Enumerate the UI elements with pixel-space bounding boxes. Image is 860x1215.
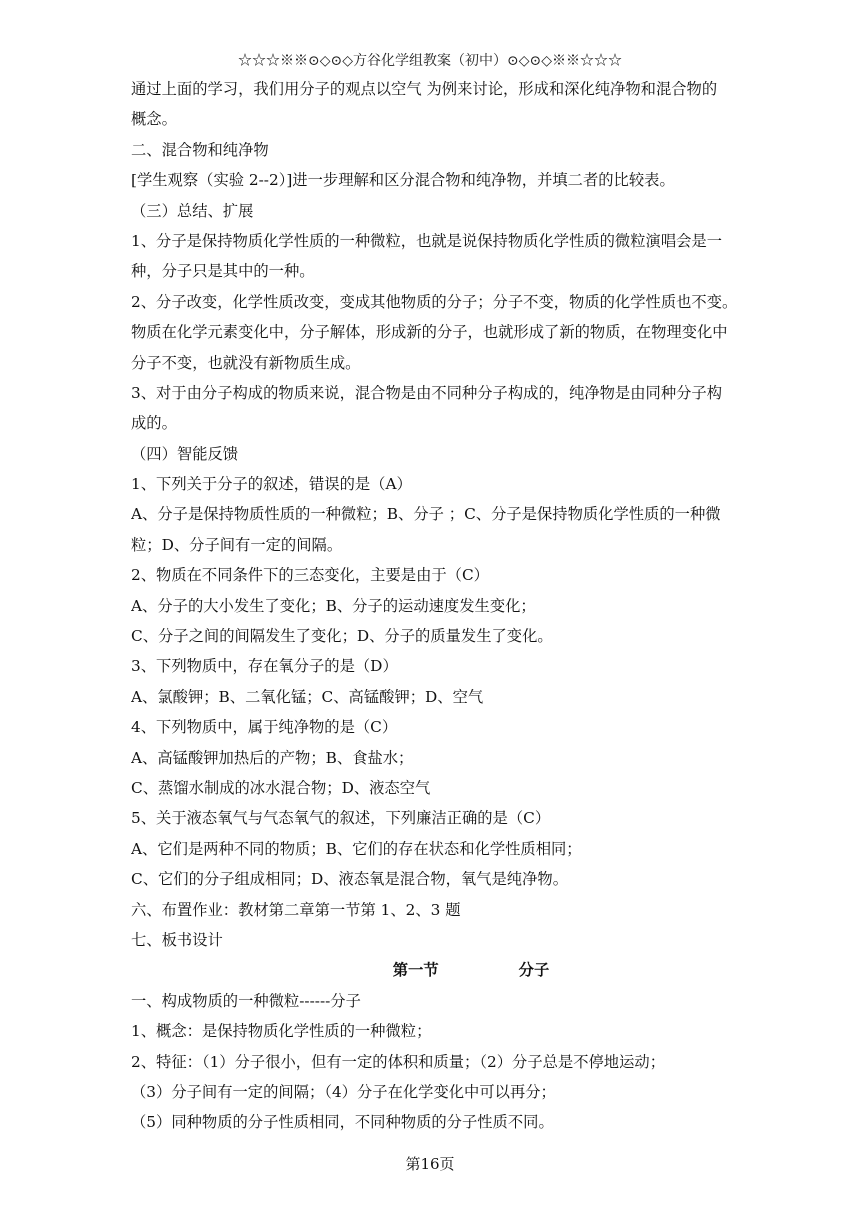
section-heading: 六、布置作业：教材第二章第一节第 1、2、3 题: [131, 900, 461, 919]
answer-options: A、它们是两种不同的物质；B、它们的存在状态和化学性质相同；: [131, 839, 582, 858]
board-title-section: 第一节: [392, 961, 439, 980]
text-line: [学生观察（实验 2--2）]进一步理解和区分混合物和纯净物，并填二者的比较表。: [131, 171, 675, 190]
answer-options: A、氯酸钾；B、二氧化锰；C、高锰酸钾；D、空气: [131, 687, 484, 706]
text-line: 物质在化学元素变化中，分子解体，形成新的分子，也就形成了新的物质，在物理变化中: [131, 323, 728, 342]
text-line: 概念。: [131, 110, 177, 129]
section-heading: （三）总结、扩展: [131, 201, 254, 220]
question-line: 4、下列物质中，属于纯净物的是（C）: [131, 718, 398, 737]
board-line: 一、构成物质的一种微粒------分子: [131, 991, 361, 1010]
section-heading: （四）智能反馈: [131, 444, 239, 463]
board-line: 1、概念：是保持物质化学性质的一种微粒；: [131, 1022, 432, 1041]
text-line: 种，分子只是其中的一种。: [131, 262, 315, 281]
page-header: ☆☆☆※※⊙◇⊙◇方谷化学组教案（初中）⊙◇⊙◇※※☆☆☆: [238, 53, 622, 69]
answer-options: C、分子之间的间隔发生了变化；D、分子的质量发生了变化。: [131, 627, 553, 646]
text-line: 3、对于由分子构成的物质来说，混合物是由不同种分子构成的，纯净物是由同种分子构: [131, 383, 723, 402]
question-line: 1、下列关于分子的叙述，错误的是（A）: [131, 475, 412, 494]
answer-options: C、蒸馏水制成的冰水混合物；D、液态空气: [131, 778, 431, 797]
text-line: 通过上面的学习，我们用分子的观点以空气 为例来讨论，形成和深化纯净物和混合物的: [131, 80, 718, 98]
text-line: 分子不变，也就没有新物质生成。: [131, 353, 361, 372]
text-line: 2、分子改变，化学性质改变，变成其他物质的分子；分子不变，物质的化学性质也不变。: [131, 292, 738, 311]
section-heading: 七、板书设计: [131, 930, 223, 949]
answer-options: C、它们的分子组成相同；D、液态氧是混合物，氧气是纯净物。: [131, 870, 568, 889]
question-line: 3、下列物质中，存在氧分子的是（D）: [131, 657, 398, 676]
section-heading: 二、混合物和纯净物: [131, 140, 269, 159]
board-title: [131, 955, 811, 985]
question-line: 2、物质在不同条件下的三态变化，主要是由于（C）: [131, 566, 489, 585]
board-line: （3）分子间有一定的间隔；（4）分子在化学变化中可以再分；: [131, 1082, 556, 1101]
board-line: （5）同种物质的分子性质相同，不同种物质的分子性质不同。: [131, 1113, 554, 1132]
answer-options: A、高锰酸钾加热后的产物；B、食盐水；: [131, 748, 414, 767]
text-line: 成的。: [131, 414, 177, 433]
board-line: 2、特征：（1）分子很小，但有一定的体积和质量；（2）分子总是不停地运动；: [131, 1052, 665, 1071]
question-line: 5、关于液态氧气与气态氧气的叙述，下列廉洁正确的是（C）: [131, 809, 551, 828]
document-body: [131, 74, 811, 1138]
answer-options: A、分子的大小发生了变化；B、分子的运动速度发生变化；: [131, 596, 536, 615]
board-title-topic: 分子: [518, 961, 550, 980]
page-number: 第16页: [405, 1155, 455, 1173]
text-line: 1、分子是保持物质化学性质的一种微粒，也就是说保持物质化学性质的微粒演唱会是一: [131, 231, 723, 250]
answer-options: A、分子是保持物质性质的一种微粒；B、分子 ；C、分子是保持物质化学性质的一种微: [131, 505, 721, 524]
answer-options: 粒；D、分子间有一定的间隔。: [131, 535, 343, 554]
